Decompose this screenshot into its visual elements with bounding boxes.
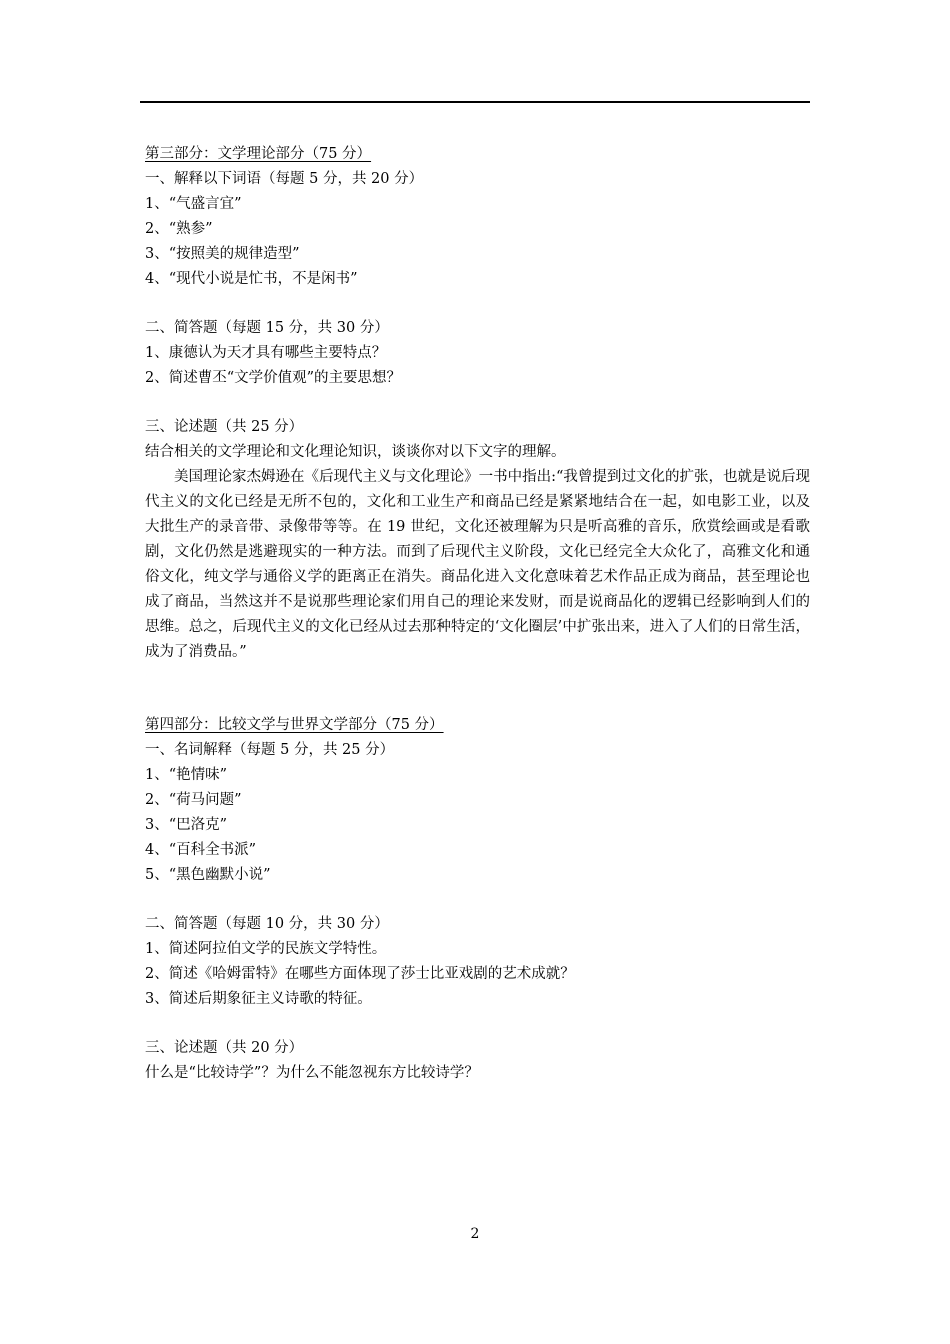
part4-q2-heading: 二、简答题（每题 10 分，共 30 分） <box>145 916 389 932</box>
part3-q3-passage: 美国理论家杰姆逊在《后现代主义与文化理论》一书中指出:“我曾提到过文化的扩张，也就是说后现代主义的文化已经是无所不包的，文化和工业生产和商品已经是紧紧地结合在一起，如电影工业，以及大批生产的录音带、录像带等等。在 19 世纪，文化还被理解为只是听高雅的音乐，欣赏绘画或是看歌剧，文化仍然是逃避现实的一种方法。而到了后现代主义阶段，文化已经完全大众化了，高雅文化和通俗文化，纯文学与通俗义学的距离正在消失。商品化进入文化意味着艺术作品正成为商品，甚至理论也成了商品，当然这并不是说那些理论家们用自己的理论来发财，而是说商品化的逻辑已经影响到人们的思维。总之，后现代主义的文化已经从过去那种特定的‘文化圈层’中扩张出来，进入了人们的日常生活，成为了消费品。” <box>145 469 810 660</box>
part3-q2-heading: 二、简答题（每题 15 分，共 30 分） <box>145 320 389 336</box>
part4-q3-prompt: 什么是“比较诗学”？为什么不能忽视东方比较诗学？ <box>145 1065 479 1081</box>
list-item: 3、“巴洛克” <box>145 817 228 833</box>
list-item: 5、“黑色幽默小说” <box>145 867 271 883</box>
list-item: 4、“现代小说是忙书，不是闲书” <box>145 271 358 287</box>
part3-q3-heading: 三、论述题（共 25 分） <box>145 419 304 435</box>
list-item: 3、“按照美的规律造型” <box>145 246 300 262</box>
page-number: 2 <box>470 1226 480 1242</box>
header-rule <box>140 101 810 103</box>
list-item: 3、简述后期象征主义诗歌的特征。 <box>145 991 372 1007</box>
part4-q1-heading: 一、名词解释（每题 5 分，共 25 分） <box>145 742 395 758</box>
spacer <box>145 888 810 912</box>
list-item: 2、“熟参” <box>145 221 213 237</box>
spacer <box>145 1012 810 1036</box>
list-item: 1、“气盛言宜” <box>145 196 242 212</box>
part4-title: 第四部分：比较文学与世界文学部分（75 分） <box>145 717 444 733</box>
list-item: 2、“荷马问题” <box>145 792 242 808</box>
list-item: 4、“百科全书派” <box>145 842 257 858</box>
list-item: 1、“艳情味” <box>145 767 228 783</box>
spacer <box>145 391 810 415</box>
part3-q1-heading: 一、解释以下词语（每题 5 分，共 20 分） <box>145 171 424 187</box>
part3-q3-prompt: 结合相关的文学理论和文化理论知识，谈谈你对以下文字的理解。 <box>145 444 566 460</box>
spacer <box>145 665 810 713</box>
list-item: 1、简述阿拉伯文学的民族文学特性。 <box>145 941 387 957</box>
part4-q3-heading: 三、论述题（共 20 分） <box>145 1040 304 1056</box>
list-item: 2、简述《哈姆雷特》在哪些方面体现了莎士比亚戏剧的艺术成就？ <box>145 966 575 982</box>
part3-title: 第三部分：文学理论部分（75 分） <box>145 146 372 162</box>
list-item: 1、康德认为天才具有哪些主要特点？ <box>145 345 387 361</box>
list-item: 2、简述曹丕“文学价值观”的主要思想？ <box>145 370 402 386</box>
spacer <box>145 292 810 316</box>
exam-content <box>145 142 810 1086</box>
